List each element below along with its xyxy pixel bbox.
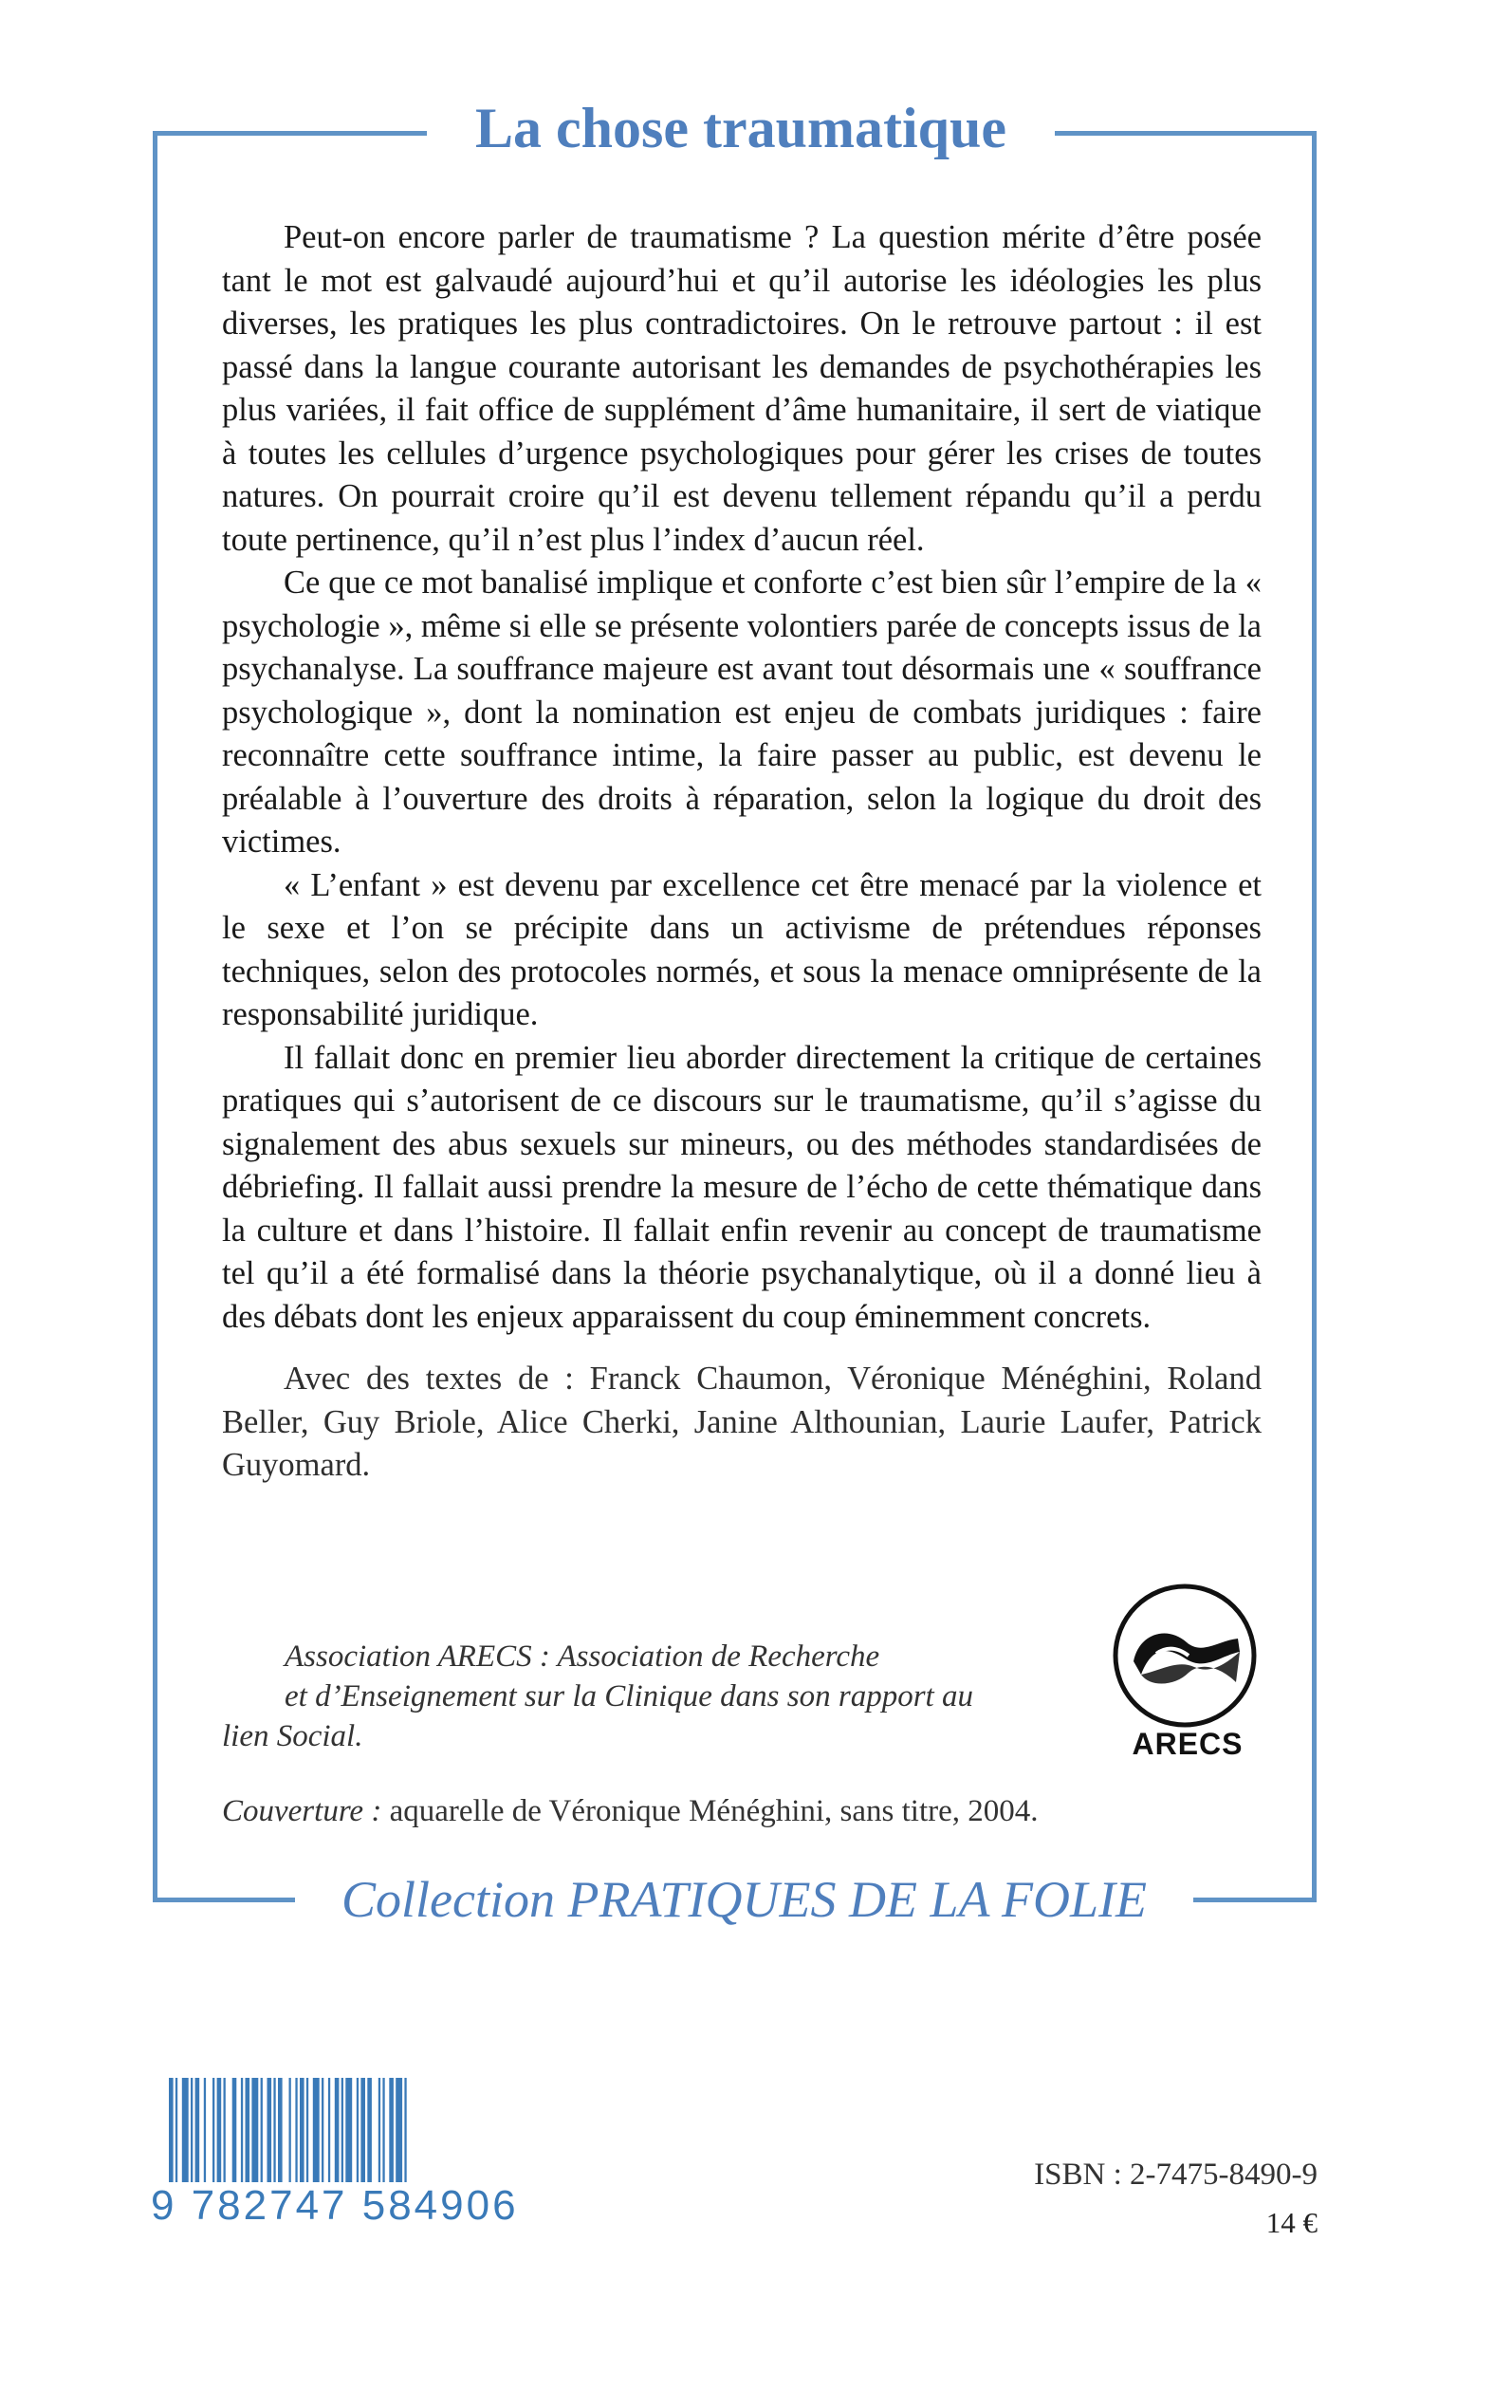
mobius-strip-icon (1113, 1584, 1257, 1728)
barcode-number: 9 782747 584906 (151, 2182, 519, 2229)
cover-credit (222, 1791, 1039, 1831)
contributors: Avec des textes de : Franck Chaumon, Véronique Ménéghini, Roland Beller, Guy Briole, Alice Cherki, Janine Althounian, Laurie Laufer, Patrick Guyomard. (222, 1361, 1262, 1483)
book-title: La chose traumatique (475, 97, 1006, 159)
association-line-2: et d’Enseignement sur la Clinique dans son rapport au (285, 1679, 973, 1713)
isbn: ISBN : 2-7475-8490-9 (1034, 2158, 1318, 2192)
frame-right (1312, 131, 1317, 1902)
frame-top-left (155, 131, 427, 136)
cover-text: aquarelle de Véronique Ménéghini, sans titre, 2004. (389, 1794, 1039, 1828)
frame-top-right (1055, 131, 1317, 136)
paragraph-2: Ce que ce mot banalisé implique et conforte c’est bien sûr l’empire de la « psychologie », même si elle se présente volontiers parée de concepts issus de la psychanalyse. La souffrance majeure est avant tout désormais une « souffrance psychologique », dont la nomination est enjeu de combats juridiques : faire reconnaître cette souffrance intime, la faire passer au public, est devenu le préalable à l’ouverture des droits à réparation, selon la logique du droit des victimes. (222, 565, 1262, 860)
cover-label: Couverture : (222, 1794, 382, 1828)
price: 14 € (1265, 2206, 1318, 2239)
association-line-3: lien Social. (222, 1719, 363, 1753)
paragraph-3: « L’enfant » est devenu par excellence cet être menacé par la violence et le sexe et l’on se précipite dans un activisme de prétendues réponses techniques, selon des protocoles normés, et sous la menace omniprésente de la responsabilité juridique. (222, 866, 1262, 1032)
logo-text: ARECS (1132, 1727, 1244, 1761)
association-note (222, 1637, 1076, 1756)
barcode-digits (150, 2182, 548, 2230)
association-line-1: Association ARECS : Association de Recherche (285, 1639, 880, 1674)
paragraph-4: Il fallait donc en premier lieu aborder directement la critique de certaines pratiques qui s’autorisent de ce discours sur le traumatisme, qu’il s’agisse du signalement des abus sexuels sur mineurs, ou des méthodes standardisées de débriefing. Il fallait aussi prendre la mesure de l’écho de cette thématique dans la culture et dans l’histoire. Il fallait enfin revenir au concept de traumatisme tel qu’il a été formalisé dans la théorie psychanalytique, où il a donné lieu à des débats dont les enjeux apparaissent du coup éminemment concrets. (222, 1039, 1262, 1335)
arecs-logo (1112, 1583, 1263, 1772)
frame-bottom-left (155, 1898, 295, 1902)
back-cover-text (222, 216, 1262, 1488)
frame-left (153, 131, 157, 1902)
collection-name: Collection PRATIQUES DE LA FOLIE (341, 1871, 1147, 1928)
paragraph-1: Peut-on encore parler de traumatisme ? La question mérite d’être posée tant le mot est galvaudé aujourd’hui et qu’il autorise les idéologies les plus diverses, les pratiques les plus contradictoires. On le retrouve partout : il est passé dans la langue courante autorisant les demandes de psychothérapies les plus variées, il fait office de supplément d’âme humanitaire, il sert de viatique à toutes les cellules d’urgence psychologiques pour gérer les crises de toutes natures. On pourrait croire qu’il est devenu tellement répandu qu’il a perdu toute pertinence, qu’il n’est plus l’index d’aucun réel. (222, 219, 1262, 558)
frame-bottom-right (1193, 1898, 1317, 1902)
